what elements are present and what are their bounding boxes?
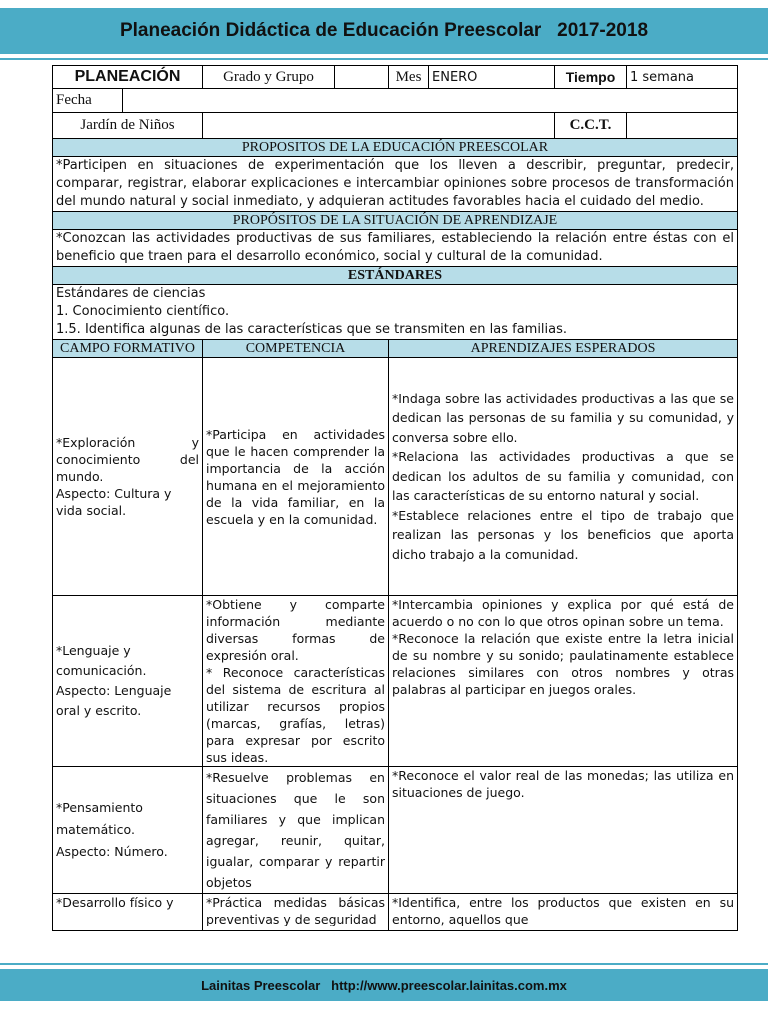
campo-text: *Desarrollo físico y [56,895,174,910]
aprendizajes-cell [389,894,738,931]
header-divider [0,58,768,60]
aprendizaje-text: *Reconoce la relación que existe entre la letra inicial de su nombre y su sonido; paulatinamente establece relaciones similares con otros nombres y otras palabras al participar en juegos orales. [392,631,734,697]
fecha-value[interactable] [123,89,738,113]
tiempo-value[interactable]: 1 semana [627,66,738,89]
campo-text: *Lenguaje y comunicación. [56,643,147,678]
aprendizajes-cell [389,767,738,894]
footer-divider [0,963,768,965]
tiempo-label: Tiempo [555,66,627,89]
columns-header-row [53,340,738,358]
campo-text: *Pensamiento matemático. [56,800,143,837]
mes-value[interactable]: ENERO [429,66,555,89]
jardin-label: Jardín de Niños [53,113,203,139]
cct-value[interactable] [627,113,738,139]
competencia-text: *Práctica medidas básicas preventivas y de seguridad [206,895,385,926]
estandares-heading-row [53,267,738,285]
propositos-situacion-row [53,230,738,267]
footer-banner [0,969,768,1001]
info-row-1 [53,66,738,89]
estandares-line: 1. Conocimiento científico. [56,304,230,319]
footer-text: Lainitas Preescolar http://www.preescolar.lainitas.com.mx [201,977,567,993]
estandares-line: Estándares de ciencias [56,286,206,301]
competencia-text: *Resuelve problemas en situaciones que le son familiares y que implican agregar, reunir, quitar, igualar, comparar y repartir objetos [206,770,385,890]
competencia-text: * Reconoce características del sistema de escritura al utilizar recursos propios (marcas, grafías, letras) para expresar por escrito sus ideas. [206,665,385,765]
campo-cell [53,767,203,894]
planeacion-label: PLANEACIÓN [53,66,203,89]
propositos-situacion-heading-row [53,212,738,230]
competencia-text: *Obtiene y comparte información mediante diversas formas de expresión oral. [206,597,385,663]
aprendizaje-text: *Intercambia opiniones y explica por qué está de acuerdo o no con lo que otros opinan sobre un tema. [392,597,734,629]
estandares-content [53,285,738,340]
cct-label: C.C.T. [555,113,627,139]
estandares-row [53,285,738,340]
competencia-text: *Participa en actividades que le hacen comprender la importancia de la acción humana en el mejoramiento de la vida familiar, en la escuela y en la comunidad. [206,426,385,527]
competencia-cell [203,596,389,767]
aprendizaje-text: *Relaciona las actividades productivas a que se dedican los adultos de su familia y comunidad, con las características de su entorno natural y social. [392,449,734,504]
aprendizaje-text: *Reconoce el valor real de las monedas; las utiliza en situaciones de juego. [392,768,734,800]
aprendizaje-text: *Establece relaciones entre el tipo de trabajo que realizan las personas y los beneficios que aporta dicho trabajo a la comunidad. [392,507,734,562]
aprendizaje-text: *Indaga sobre las actividades productivas a las que se dedican las personas de su familia y su comunidad, y conversa sobre ello. [392,390,734,445]
aprendizajes-cell [389,596,738,767]
propositos-preescolar-row [53,157,738,212]
mes-label: Mes [389,66,429,89]
fecha-label: Fecha [53,89,123,113]
info-row-3 [53,113,738,139]
table-row [53,596,738,767]
campo-aspecto: Aspecto: Lenguaje oral y escrito. [56,683,172,718]
table-row [53,894,738,931]
grado-label: Grado y Grupo [203,66,335,89]
planeacion-table [52,65,738,931]
propositos-preescolar-heading-row [53,139,738,157]
estandares-heading: ESTÁNDARES [53,267,738,285]
column-header-competencia: COMPETENCIA [203,340,389,358]
campo-text: *Exploración y conocimiento del mundo. [56,435,199,484]
table-row [53,358,738,596]
propositos-preescolar-heading: PROPOSITOS DE LA EDUCACIÓN PREESCOLAR [53,139,738,157]
campo-aspecto: Aspecto: Cultura y vida social. [56,486,172,518]
campo-aspecto: Aspecto: Número. [56,844,168,859]
aprendizajes-cell [389,358,738,596]
competencia-cell [203,358,389,596]
campo-cell [53,596,203,767]
estandares-line: 1.5. Identifica algunas de las características que se transmiten en las familias. [56,322,568,337]
column-header-aprendizajes: APRENDIZAJES ESPERADOS [389,340,738,358]
propositos-situacion-text: *Conozcan las actividades productivas de sus familiares, estableciendo la relación entre éstas con el beneficio que traen para el desarrollo económico, social y cultural de la comunidad. [53,230,738,267]
info-row-2 [53,89,738,113]
aprendizaje-text: *Identifica, entre los productos que existen en su entorno, aquellos que [392,895,734,926]
propositos-situacion-heading: PROPÓSITOS DE LA SITUACIÓN DE APRENDIZAJE [53,212,738,230]
header-banner [0,8,768,54]
campo-cell [53,358,203,596]
competencia-cell [203,767,389,894]
grado-value[interactable] [335,66,389,89]
competencia-cell [203,894,389,931]
campo-cell [53,894,203,931]
table-row [53,767,738,894]
column-header-campo: CAMPO FORMATIVO [53,340,203,358]
page-title: Planeación Didáctica de Educación Preescolar 2017-2018 [119,20,649,41]
jardin-value[interactable] [203,113,555,139]
propositos-preescolar-text: *Participen en situaciones de experimentación que los lleven a describir, preguntar, predecir, comparar, registrar, elaborar explicaciones e intercambiar opiniones sobre procesos de transformación del mundo natural y social inmediato, y adquieran actitudes favorables hacia el cuidado del medio. [53,157,738,212]
